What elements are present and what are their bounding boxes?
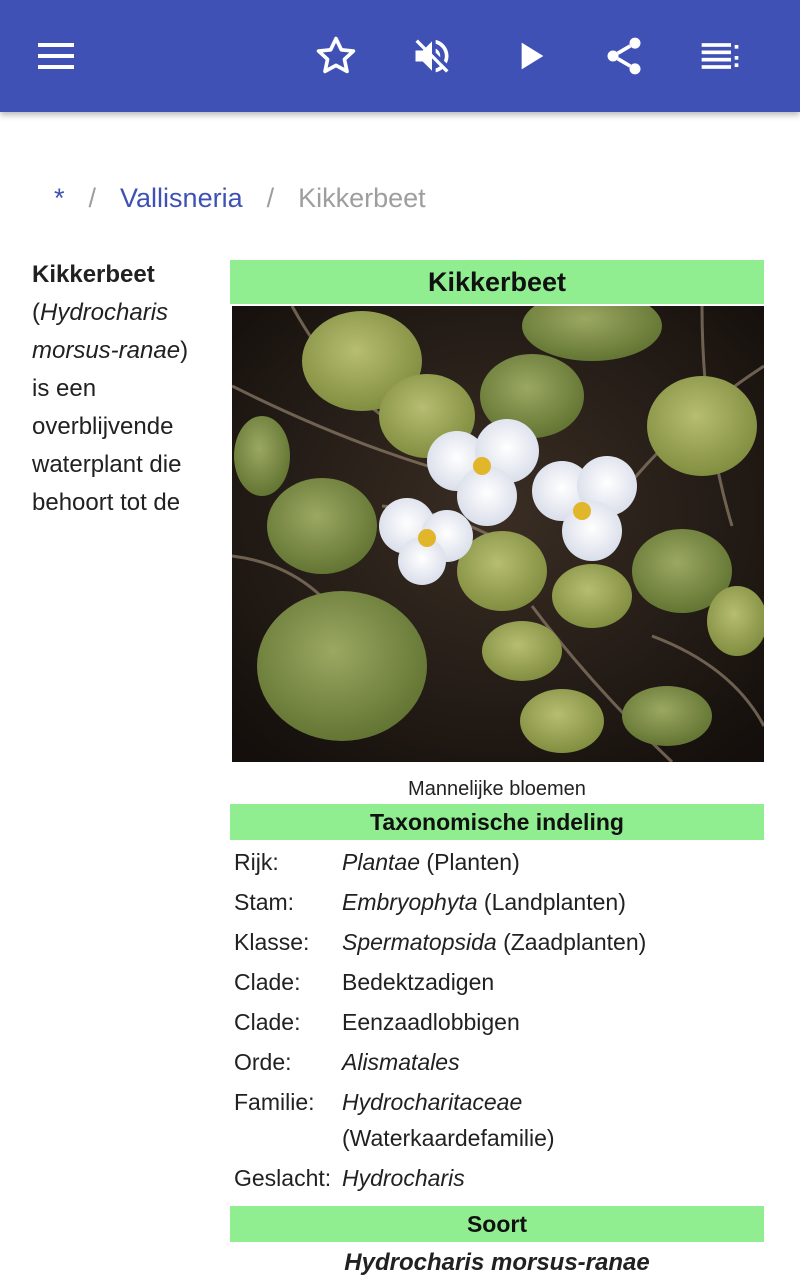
taxonomy-latin[interactable]: Alismatales — [342, 1049, 460, 1075]
taxonomy-latin: Spermatopsida — [342, 929, 497, 955]
taxonomy-value — [342, 924, 764, 960]
taxonomy-latin: Embryophyta — [342, 889, 478, 915]
taxonomy-label: Clade: — [234, 1009, 301, 1035]
star-outline-icon — [314, 34, 358, 78]
paren-close: ) — [180, 337, 189, 364]
taxonomy-common: (Waterkaardefamilie) — [342, 1125, 555, 1151]
taxonomy-common: (Planten) — [420, 849, 520, 875]
taxonomy-value — [342, 964, 764, 1000]
menu-button[interactable] — [28, 28, 84, 84]
breadcrumb-root-link[interactable]: * — [54, 182, 65, 213]
species-name: Hydrocharis morsus-ranae — [344, 1249, 650, 1276]
taxonomy-common: (Landplanten) — [477, 889, 626, 915]
taxonomy-label: Orde: — [234, 1049, 292, 1075]
mute-button[interactable] — [404, 28, 460, 84]
infobox — [230, 260, 764, 1280]
breadcrumb-separator: / — [88, 182, 97, 213]
plant-photo[interactable] — [232, 306, 764, 762]
taxonomy-value[interactable] — [342, 1044, 764, 1080]
taxonomy-label: Geslacht: — [234, 1165, 332, 1191]
taxonomy-header: Taxonomische indeling — [230, 804, 764, 840]
paren-open: ( — [32, 299, 40, 326]
taxonomy-latin[interactable]: Hydrocharis — [342, 1165, 465, 1191]
taxonomy-row — [230, 884, 764, 920]
share-icon — [602, 34, 646, 78]
taxonomy-row — [230, 924, 764, 960]
taxonomy-value[interactable] — [342, 1160, 764, 1196]
taxonomy-row — [230, 1044, 764, 1080]
taxonomy-label: Clade: — [234, 969, 301, 995]
photo-caption: Mannelijke bloemen — [408, 778, 586, 800]
app-toolbar — [0, 0, 800, 112]
taxonomy-value — [342, 884, 764, 920]
play-icon — [510, 36, 550, 76]
breadcrumb-parent-link[interactable]: Vallisneria — [120, 182, 243, 213]
taxonomy-common: (Zaadplanten) — [496, 929, 647, 955]
species-header: Soort — [230, 1206, 764, 1242]
taxonomy-latin[interactable]: Hydrocharitaceae — [342, 1089, 523, 1115]
taxonomy-row — [230, 1004, 764, 1040]
taxonomy-row — [230, 1084, 764, 1156]
taxonomy-latin: Plantae — [342, 849, 421, 875]
breadcrumb-current: Kikkerbeet — [298, 182, 426, 213]
taxonomy-value — [342, 1004, 764, 1040]
play-button[interactable] — [502, 28, 558, 84]
taxonomy-row — [230, 844, 764, 880]
playlist-icon — [698, 34, 742, 78]
taxonomy-label: Familie: — [234, 1089, 315, 1115]
menu-icon — [36, 36, 76, 76]
article-subject: Kikkerbeet — [32, 261, 155, 288]
volume-off-icon — [410, 34, 454, 78]
scientific-name: Hydrocharis morsus-ranae — [32, 299, 181, 364]
breadcrumb — [32, 176, 426, 220]
favorite-button[interactable] — [308, 28, 364, 84]
share-button[interactable] — [596, 28, 652, 84]
contents-button[interactable] — [692, 28, 748, 84]
taxonomy-label: Stam: — [234, 889, 295, 915]
taxonomy-common: Bedektzadigen — [342, 969, 495, 995]
taxonomy-row — [230, 1160, 764, 1196]
article-intro — [32, 256, 212, 522]
taxonomy-label: Klasse: — [234, 929, 310, 955]
intro-text: is een overblijvende waterplant die behoort tot de — [32, 375, 182, 516]
breadcrumb-separator: / — [266, 182, 275, 213]
infobox-title: Kikkerbeet — [230, 260, 764, 304]
taxonomy-value[interactable] — [342, 1084, 764, 1156]
taxonomy-label: Rijk: — [234, 849, 279, 875]
taxonomy-table — [230, 844, 764, 1196]
taxonomy-value — [342, 844, 764, 880]
taxonomy-row — [230, 964, 764, 1000]
taxonomy-common: Eenzaadlobbigen — [342, 1009, 520, 1035]
